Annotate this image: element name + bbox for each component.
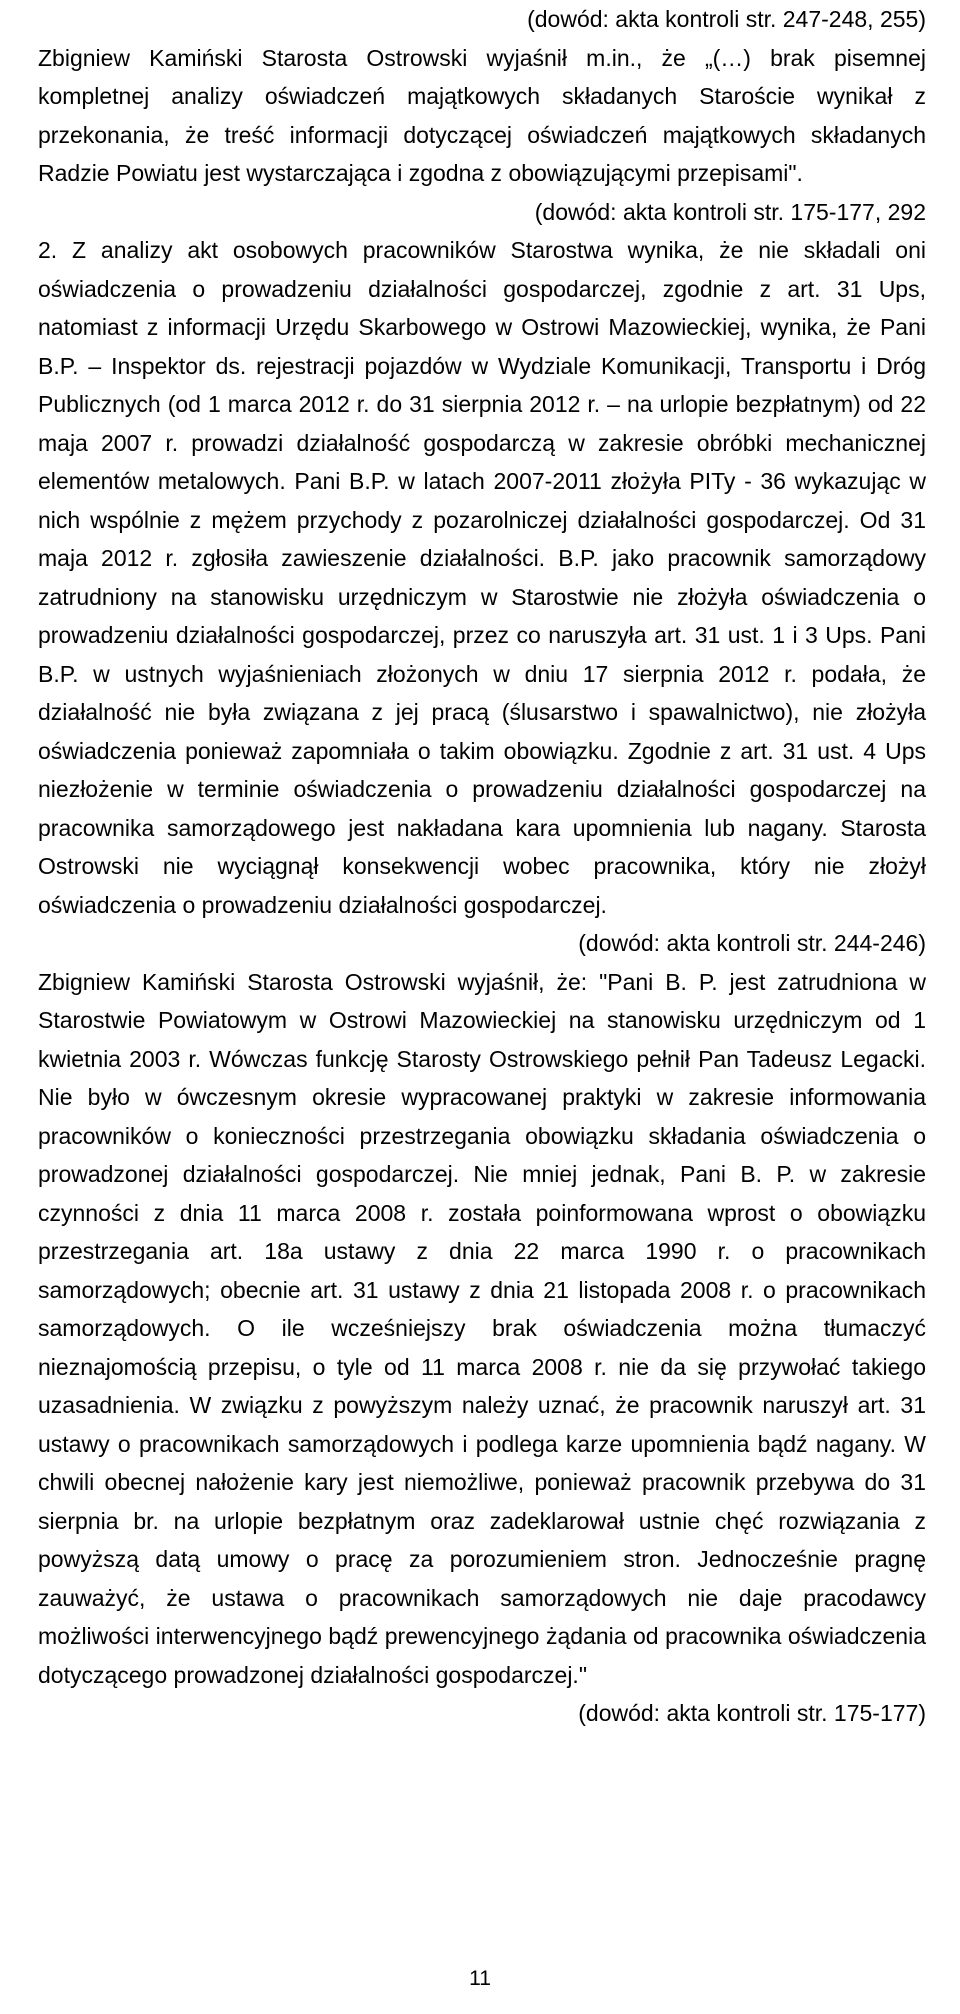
- item-2-text: Z analizy akt osobowych pracowników Starostwa wynika, że nie składali oni oświadczenia o prowadzeniu działalności gospodarczej, zgodnie z art. 31 Ups, natomiast z informacji Urzędu Skarbowego w Ostrowi Mazowieckiej, wynika, że Pani B.P. – Inspektor ds. rejestracji pojazdów w Wydziale Komunikacji, Transportu i Dróg Publicznych (od 1 marca 2012 r. do 31 sierpnia 2012 r. – na urlopie bezpłatnym) od 22 maja 2007 r. prowadzi działalność gospodarczą w zakresie obróbki mechanicznej elementów metalowych. Pani B.P. w latach 2007-2011 złożyła PITy - 36 wykazując w nich wspólnie z mężem przychody z pozarolniczej działalności gospodarczej. Od 31 maja 2012 r. zgłosiła zawieszenie działalności. B.P. jako pracownik samorządowy zatrudniony na stanowisku urzędniczym w Starostwie nie złożyła oświadczenia o prowadzeniu działalności gospodarczej, przez co naruszyła art. 31 ust. 1 i 3 Ups. Pani B.P. w ustnych wyjaśnieniach złożonych w dniu 17 sierpnia 2012 r. podała, że działalność nie była związana z jej pracą (ślusarstwo i spawalnictwo), nie złożyła oświadczenia ponieważ zapomniała o takim obowiązku. Zgodnie z art. 31 ust. 4 Ups niezłożenie w terminie oświadczenia o prowadzeniu działalności gospodarczej na pracownika samorządowego jest nakładana kara upomnienia lub nagany. Starosta Ostrowski nie wyciągnął konsekwencji wobec pracownika, który nie złożył oświadczenia o prowadzeniu działalności gospodarczej.: [38, 237, 926, 918]
- explanation-paragraph-1: Zbigniew Kamiński Starosta Ostrowski wyjaśnił m.in., że „(…) brak pisemnej kompletnej analizy oświadczeń majątkowych składanych Staroście wynikał z przekonania, że treść informacji dotyczącej oświadczeń majątkowych składanych Radzie Powiatu jest wystarczająca i zgodna z obowiązującymi przepisami".: [38, 44, 926, 186]
- numbered-item-2: [38, 231, 926, 924]
- evidence-citation-2: (dowód: akta kontroli str. 175-177, 292: [534, 198, 926, 225]
- page-number: 11: [469, 1967, 491, 1990]
- evidence-citation-3: (dowód: akta kontroli str. 244-246): [578, 930, 926, 956]
- item-2-paragraph: [38, 231, 926, 924]
- explanation-paragraph-2: Zbigniew Kamiński Starosta Ostrowski wyjaśnił, że: "Pani B. P. jest zatrudniona w Starostwie Powiatowym w Ostrowi Mazowieckiej na stanowisku urzędniczym od 1 kwietnia 2003 r. Wówczas funkcję Starosty Ostrowskiego pełnił Pan Tadeusz Legacki. Nie było w ówczesnym okresie wypracowanej praktyki w zakresie informowania pracowników o konieczności przestrzegania obowiązku składania oświadczenia o prowadzonej działalności gospodarczej. Nie mniej jednak, Pani B. P. w zakresie czynności z dnia 11 marca 2008 r. została poinformowana wprost o obowiązku przestrzegania art. 18a ustawy z dnia 22 marca 1990 r. o pracownikach samorządowych; obecnie art. 31 ustawy z dnia 21 listopada 2008 r. o pracownikach samorządowych. O ile wcześniejszy brak oświadczenia można tłumaczyć nieznajomością przepisu, o tyle od 11 marca 2008 r. nie da się przywołać takiego uzasadnienia. W związku z powyższym należy uznać, że pracownik naruszył art. 31 ustawy o pracownikach samorządowych i podlega karze upomnienia bądź nagany. W chwili obecnej nałożenie kary jest niemożliwe, ponieważ pracownik przebywa do 31 sierpnia br. na urlopie bezpłatnym oraz zadeklarował ustnie chęć rozwiązania z powyższą datą umowy o pracę za porozumieniem stron. Jednocześnie pragnę zauważyć, że ustawa o pracownikach samorządowych nie daje pracodawcy możliwości interwencyjnego bądź prewencyjnego żądania od pracownika oświadczenia dotyczącego prowadzonej działalności gospodarczej.": [38, 968, 926, 1688]
- evidence-citation-4: (dowód: akta kontroli str. 175-177): [578, 1700, 926, 1726]
- document-page: [38, 0, 926, 2014]
- evidence-citation-1: (dowód: akta kontroli str. 247-248, 255): [527, 6, 926, 32]
- item-number: 2.: [38, 237, 58, 263]
